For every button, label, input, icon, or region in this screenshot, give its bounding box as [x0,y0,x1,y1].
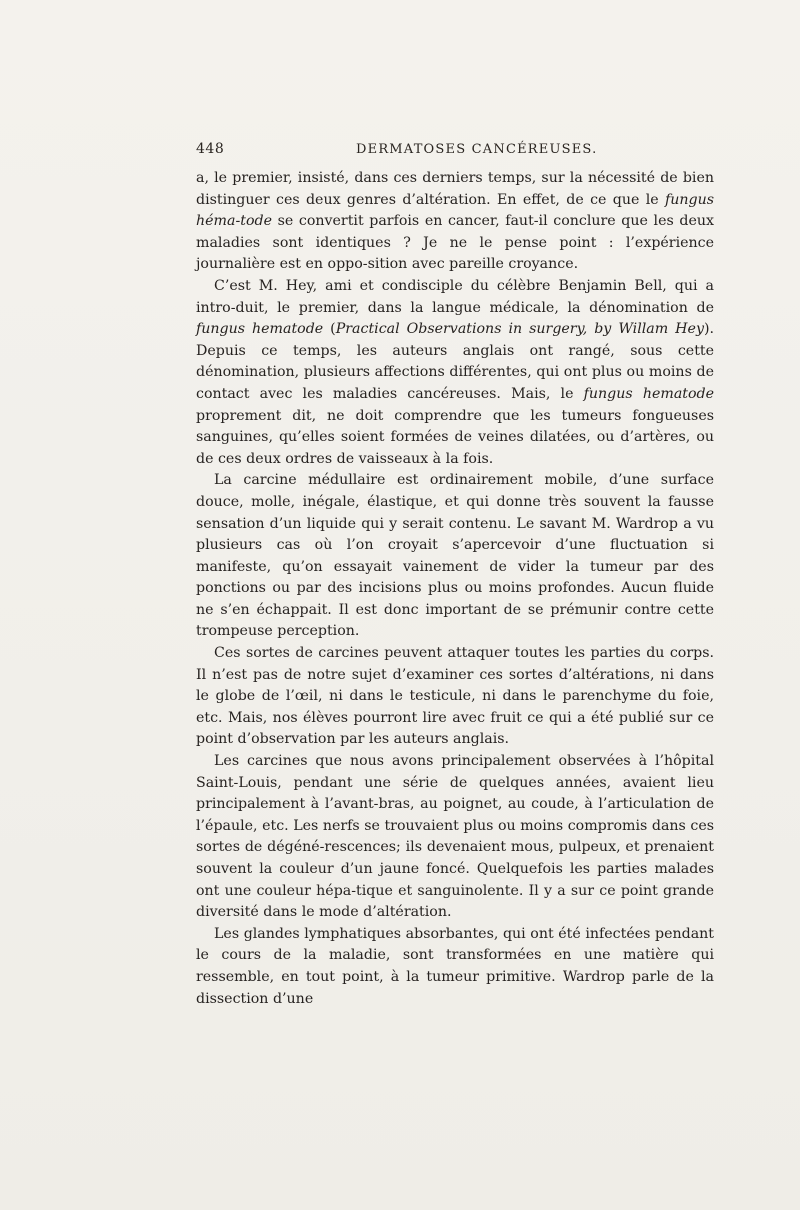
paragraph [196,470,714,643]
running-title: DERMATOSES CANCÉREUSES. [356,142,598,157]
text-run: ). Depuis ce temps, les auteurs anglais ont rangé, sous cette dénomination, plusieurs affections différentes, qui ont plus ou moins de contact avec les maladies cancéreuses. Mais, le [196,321,714,402]
text-run: a, le premier, insisté, dans ces derniers temps, sur la nécessité de bien distinguer ces deux genres d’altération. En effet, de ce que le [196,170,714,208]
italic-text: fungus hematode [196,321,324,338]
text-run: Les carcines que nous avons principalement observées à l’hôpital Saint-Louis, pendant une série de quelques années, avaient lieu principalement à l’avant-bras, au poignet, au coude, à l’articulation de l’épaule, etc. Les nerfs se trouvaient plus ou moins compromis dans ces sortes de dégéné-rescences; ils devenaient mous, pulpeux, et prenaient souvent la couleur d’un jaune foncé. Quelquefois les parties malades ont une couleur hépa-tique et sanguinolente. Il y a sur ce point grande diversité dans le mode d’altération. [196,753,714,921]
paragraph [196,168,714,276]
text-run: se convertit parfois en cancer, faut-il conclure que les deux maladies sont identiques ? Je ne le pense point : l’expérience journalière est en oppo-sition avec pareille croyance. [196,213,714,273]
italic-text: fungus hematode [583,385,715,402]
text-run: Ces sortes de carcines peuvent attaquer toutes les parties du corps. Il n’est pas de notre sujet d’examiner ces sortes d’altérations, ni dans le globe de l’œil, ni dans le testicule, ni dans le parenchyme du foie, etc. Mais, nos élèves pourront lire avec fruit ce qui a été publié sur ce point d’observation par les auteurs anglais. [196,645,714,748]
text-run: C’est M. Hey, ami et condisciple du célèbre Benjamin Bell, qui a intro-duit, le premier, dans la langue médicale, la dénomination de [196,277,714,316]
paragraph [196,751,714,924]
italic-text: Practical Observations in surgery, by Willam Hey [335,321,704,338]
page-header [196,141,716,163]
text-run: La carcine médullaire est ordinairement mobile, d’une surface douce, molle, inégale, élastique, et qui donne très souvent la fausse sensation d’un liquide qui y serait contenu. Le savant M. Wardrop a vu plusieurs cas où l’on croyait s’apercevoir d’une fluctuation si manifeste, qu’on essayait vainement de vider la tumeur par des ponctions ou par des incisions plus ou moins profondes. Aucun fluide ne s’en échappait. Il est donc important de se prémunir contre cette trompeuse perception. [196,472,714,640]
page-number: 448 [196,141,225,157]
text-run: Les glandes lymphatiques absorbantes, qui ont été infectées pendant le cours de la maladie, sont transformées en une matière qui ressemble, en tout point, à la tumeur primitive. Wardrop parle de la dissection d’une [196,925,714,1007]
text-run: proprement dit, ne doit comprendre que les tumeurs fongueuses sanguines, qu’elles soient formées de veines dilatées, ou d’artères, ou de ces deux ordres de vaisseaux à la fois. [196,407,714,467]
paragraph [196,276,714,470]
body-text [196,168,714,1010]
italic-text: fungus héma-tode [196,191,714,230]
text-run: ( [323,321,336,338]
paragraph [196,924,714,1010]
paragraph [196,643,714,751]
